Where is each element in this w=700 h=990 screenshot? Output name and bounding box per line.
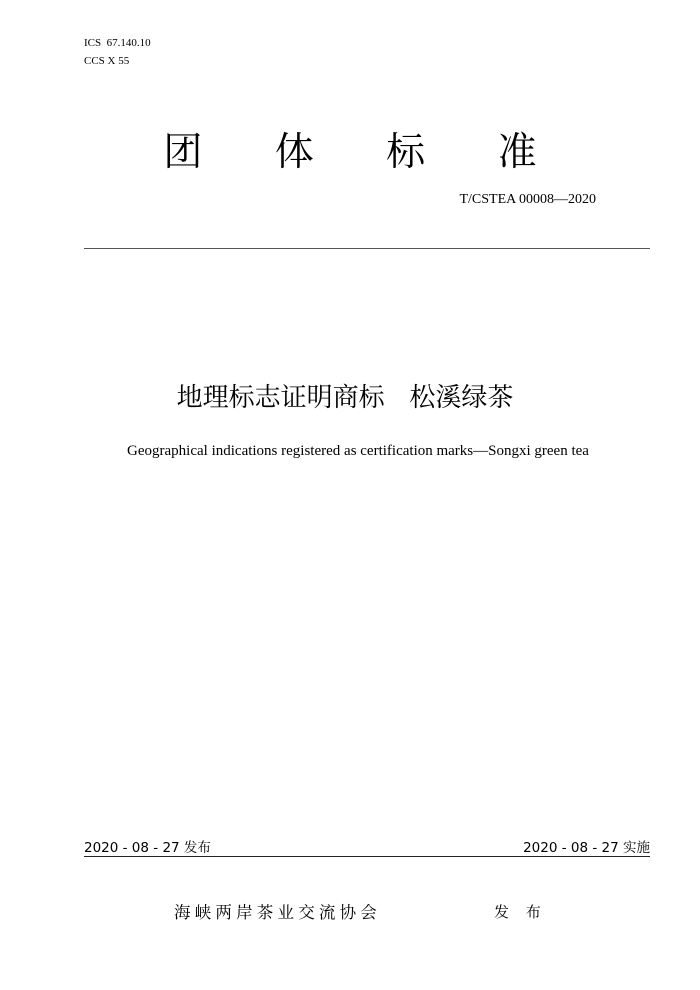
document-title-chinese: 地理标志证明商标 松溪绿茶	[176, 383, 514, 413]
ics-code: ICS 67.140.10	[84, 37, 151, 49]
issue-date: 2020 - 08 - 27 发布	[84, 840, 211, 856]
publish-label: 发 布	[494, 903, 547, 921]
implementation-date: 2020 - 08 - 27 实施	[523, 840, 650, 856]
publisher-name: 海峡两岸茶业交流协会	[174, 903, 381, 922]
footer-divider	[84, 856, 650, 857]
standard-number: T/CSTEA 00008—2020	[459, 192, 596, 207]
ccs-code: CCS X 55	[84, 55, 130, 67]
document-title-english: Geographical indications registered as certification marks—Songxi green tea	[127, 443, 589, 459]
header-divider	[84, 248, 650, 249]
standard-type-title: 团 体 标 准	[163, 130, 567, 175]
